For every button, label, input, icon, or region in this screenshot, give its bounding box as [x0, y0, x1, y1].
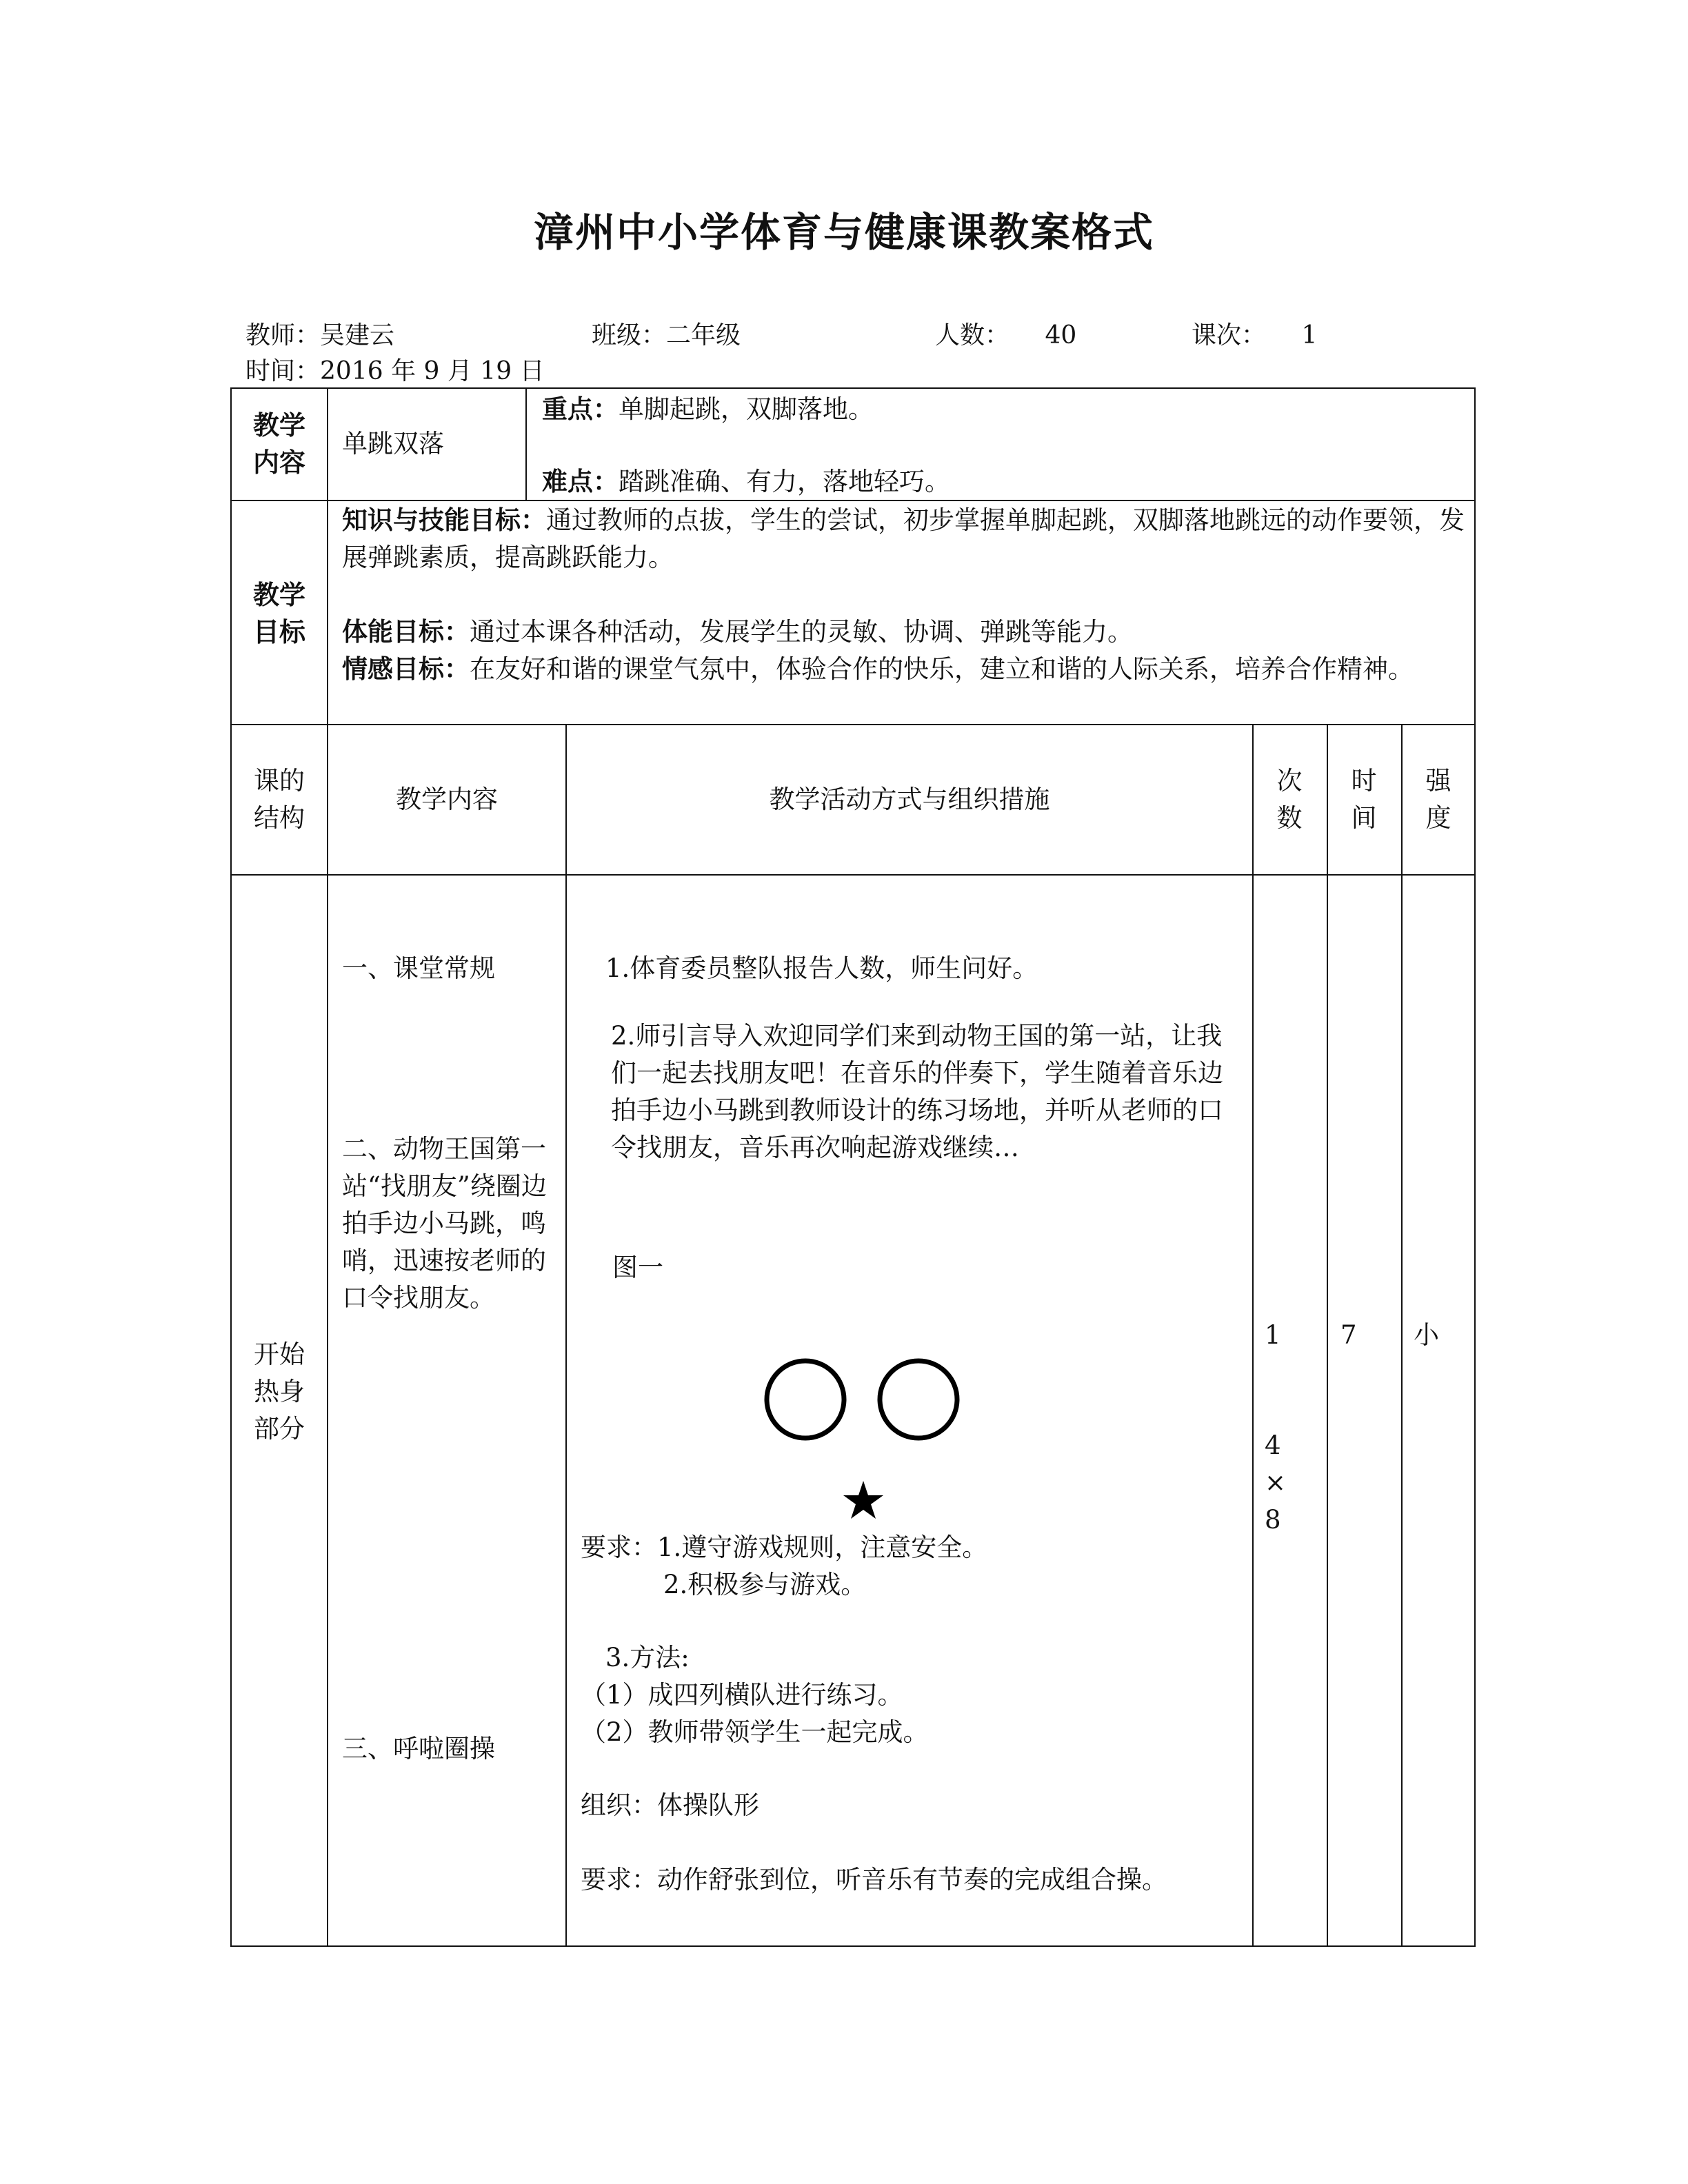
grid-line [230, 387, 232, 1947]
count-value: 40 [1045, 321, 1077, 350]
header-activity: 教学活动方式与组织措施 [769, 785, 1050, 814]
time-value: 2016 年 9 月 19 日 [320, 357, 545, 385]
key-text: 单脚起跳，双脚落地。 [619, 394, 874, 424]
content-item: 三、呼啦圈操 [342, 1734, 495, 1763]
intensity-value: 小 [1414, 1320, 1439, 1350]
lesson-info [1192, 316, 1317, 351]
class-info [592, 316, 741, 351]
knowledge-text: 通过教师的点拔，学生的尝试，初步掌握单脚起跳，双脚落地跳远的动作要领，发展弹跳素质，提高跳跃能力。 [342, 505, 1465, 572]
header-content: 教学内容 [396, 785, 498, 814]
header-duration: 时间 [1351, 766, 1377, 833]
teacher-label: 教师： [245, 321, 321, 350]
section-structure: 开始热身部分 [254, 1339, 305, 1444]
difficulty-text: 踏跳准确、有力，落地轻巧。 [619, 467, 950, 496]
content-item: 一、课堂常规 [342, 953, 495, 983]
method-1: （1）成四列横队进行练习。 [581, 1680, 903, 1710]
method-2: （2）教师带领学生一起完成。 [581, 1717, 929, 1747]
key-point [542, 390, 1466, 428]
grid-line [1327, 724, 1328, 1947]
content-topic: 单跳双落 [342, 429, 444, 458]
requirement-1 [581, 1529, 987, 1566]
duration-value: 7 [1340, 1320, 1357, 1350]
grid-line [327, 387, 328, 1947]
goals-row-label: 教学目标 [252, 579, 305, 647]
emotion-text: 在友好和谐的课堂气氛中，体验合作的快乐，建立和谐的人际关系，培养合作精神。 [470, 654, 1414, 684]
time-label: 时间： [245, 357, 321, 385]
requirement-label: 要求： [581, 1533, 657, 1562]
knowledge-goal [342, 501, 1466, 576]
organization: 组织：体操队形 [581, 1790, 759, 1820]
physical-label: 体能目标： [342, 616, 470, 647]
grid-line [1474, 387, 1476, 1947]
times-value-2: 4 × 8 [1265, 1430, 1287, 1535]
emotion-goal [342, 650, 1466, 688]
grid-line [230, 724, 1476, 725]
grid-line [230, 874, 1476, 876]
difficulty-point [542, 463, 1466, 501]
activity-step-1: 1.体育委员整队报告人数，师生问好。 [605, 953, 1038, 983]
header-structure: 课的结构 [254, 766, 305, 833]
difficulty-label: 难点： [542, 466, 619, 496]
page-title: 漳州中小学体育与健康课教案格式 [533, 209, 1154, 256]
physical-goal [342, 613, 1466, 651]
grid-line [565, 724, 567, 1947]
class-label: 班级： [592, 321, 667, 350]
grid-line [230, 387, 1476, 389]
method-label: 3.方法: [605, 1643, 690, 1672]
formation-diagram [758, 1082, 979, 1565]
grid-line [230, 1945, 1476, 1947]
physical-text: 通过本课各种活动，发展学生的灵敏、协调、弹跳等能力。 [470, 617, 1133, 647]
hoop-circle-icon [767, 1361, 844, 1438]
emotion-label: 情感目标： [342, 654, 470, 684]
teacher-star-icon [843, 1481, 883, 1519]
grid-line [1401, 724, 1403, 1947]
requirement-text-1: 1.遵守游戏规则，注意安全。 [657, 1533, 988, 1562]
knowledge-label: 知识与技能目标： [342, 505, 546, 535]
grid-line [525, 387, 527, 500]
content-row-label: 教学内容 [252, 410, 305, 478]
header-times: 次数 [1276, 766, 1303, 833]
header-intensity: 强度 [1425, 766, 1451, 833]
teacher-info [245, 316, 394, 351]
activity-step-2: 2.师引言导入欢迎同学们来到动物王国的第一站，让我们一起去找朋友吧！在音乐的伴奏下，学生随着音乐边拍手边小马跳到教师设计的练习场地，并听从老师的口令找朋友，音乐再次响起游戏继续… [611, 1021, 1223, 1162]
requirement-2: 2.积极参与游戏。 [663, 1570, 867, 1599]
class-value: 二年级 [666, 321, 741, 350]
key-label: 重点： [542, 394, 619, 424]
count-info [935, 316, 1076, 351]
content-item: 二、动物王国第一站“找朋友”绕圈边拍手边小马跳，鸣哨，迅速按老师的口令找朋友。 [342, 1134, 547, 1313]
teacher-value: 吴建云 [320, 321, 395, 350]
lesson-label: 课次： [1192, 321, 1267, 350]
figure-label: 图一 [612, 1253, 663, 1282]
lesson-value: 1 [1301, 321, 1318, 350]
time-info [245, 352, 545, 387]
times-value-1: 1 [1265, 1320, 1281, 1350]
grid-line [1252, 724, 1254, 1947]
hoop-circle-icon [880, 1361, 957, 1438]
requirement-3: 要求：动作舒张到位，听音乐有节奏的完成组合操。 [581, 1865, 1167, 1894]
count-label: 人数： [935, 321, 1010, 350]
